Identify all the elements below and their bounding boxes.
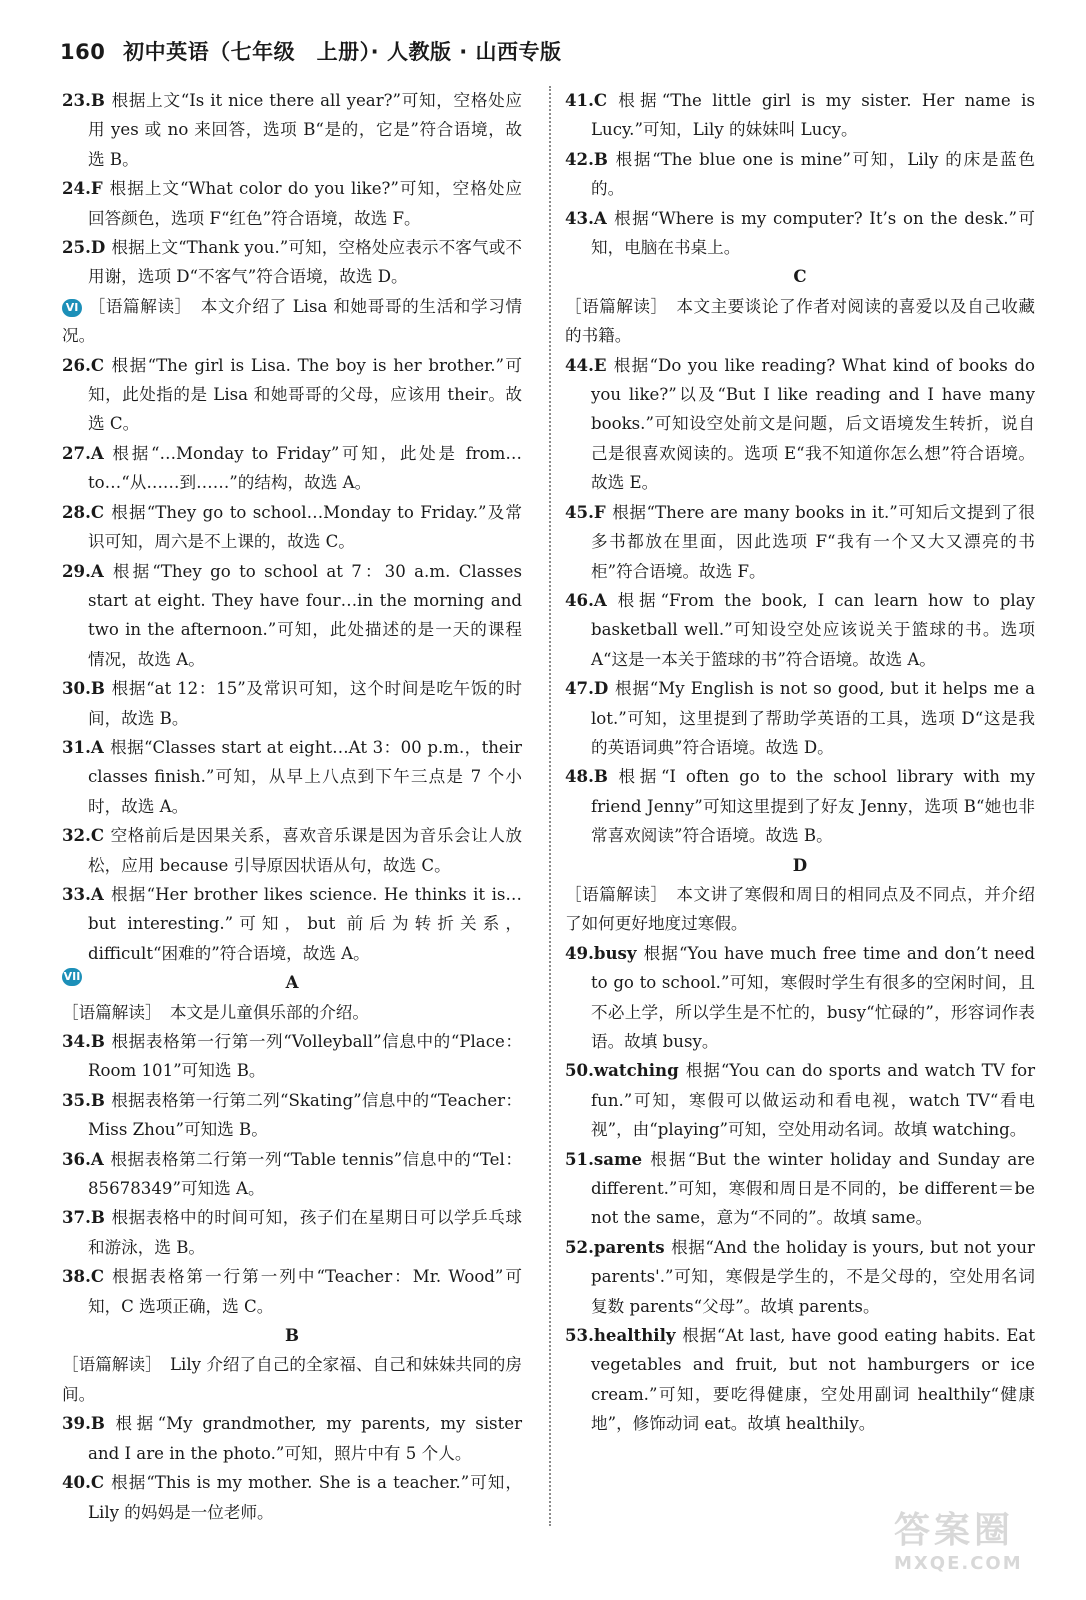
- answer-number: 29.A: [62, 560, 104, 581]
- answer-item: [62, 86, 522, 174]
- answer-number: 49.busy: [565, 942, 637, 963]
- answer-explanation: 根据“My grandmother, my parents, my sister and I are in the photo.”可知，照片中有 5 个人。: [88, 1414, 522, 1463]
- answer-item: [62, 439, 522, 498]
- passage-analysis-text: ［语篇解读］ Lily 介绍了自己的全家福、自己和妹妹共同的房间。: [62, 1355, 522, 1404]
- section-letter-text: A: [285, 972, 299, 993]
- answer-item: [62, 1262, 522, 1321]
- answer-explanation: 根据“There are many books in it.”可知后文提到了很多书都放在里面，因此选项 F“我有一个又大又漂亮的书柜”符合语境。故选 F。: [591, 502, 1035, 581]
- answer-item: [62, 351, 522, 439]
- answer-number: 48.B: [565, 766, 608, 787]
- answer-explanation: 根据“The blue one is mine”可知，Lily 的床是蓝色的。: [591, 149, 1035, 199]
- answer-number: 45.F: [565, 501, 606, 522]
- answer-item: [62, 1145, 522, 1204]
- answer-number: 36.A: [62, 1148, 104, 1169]
- passage-analysis: [62, 998, 522, 1027]
- answer-explanation: 根据表格中的时间可知，孩子们在星期日可以学乒乓球和游泳，选 B。: [88, 1208, 522, 1257]
- answer-item: [62, 498, 522, 557]
- answer-number: 34.B: [62, 1031, 105, 1051]
- answer-item: [62, 733, 522, 821]
- answer-explanation: 根据“They go to school…Monday to Friday.”及常识可知，周六是不上课的，故选 C。: [88, 502, 522, 552]
- section-badge: VI: [62, 299, 82, 317]
- answer-explanation: 根据“And the holiday is yours, but not your parents'.”可知，寒假是学生的，不是父母的，空处用名词复数 parents“父母”。故填 parents。: [591, 1237, 1035, 1316]
- answer-item: [62, 557, 522, 675]
- answer-number: 47.D: [565, 678, 609, 699]
- answer-number: 28.C: [62, 501, 105, 522]
- answer-number: 31.A: [62, 736, 104, 757]
- passage-analysis: [565, 880, 1035, 939]
- answer-number: 24.F: [62, 178, 103, 199]
- answer-number: 39.B: [62, 1413, 105, 1434]
- answer-item: [62, 174, 522, 233]
- answer-item: [62, 880, 522, 968]
- answer-item: [62, 1409, 522, 1468]
- answer-explanation: 根据上文“Thank you.”可知，空格处应表示不客气或不用谢，选项 D“不客气”符合语境，故选 D。: [88, 238, 522, 287]
- answer-item: [565, 204, 1035, 263]
- answer-number: 26.C: [62, 354, 105, 375]
- answer-number: 42.B: [565, 148, 608, 169]
- answer-item: [565, 1321, 1035, 1439]
- right-column: [565, 86, 1035, 1439]
- answer-explanation: 根据表格第一行第一列“Volleyball”信息中的“Place：Room 101”可知选 B。: [88, 1032, 522, 1081]
- answer-explanation: 根据“This is my mother. She is a teacher.”可知，Lily 的妈妈是一位老师。: [88, 1473, 522, 1522]
- answer-explanation: 根据“The little girl is my sister. Her name is Lucy.”可知，Lily 的妹妹叫 Lucy。: [591, 91, 1035, 140]
- answer-explanation: 根据“…Monday to Friday”可知，此处是 from…to…“从……到……”的结构，故选 A。: [88, 443, 522, 493]
- answer-number: 35.B: [62, 1089, 105, 1110]
- answer-number: 30.B: [62, 678, 105, 699]
- section-letter-text: B: [284, 1325, 300, 1346]
- answer-item: [62, 1027, 522, 1086]
- answer-number: 43.A: [565, 207, 607, 228]
- answer-item: [62, 1468, 522, 1527]
- answer-explanation: 根据“From the book, I can learn how to play basketball well.”可知设空处应该说关于篮球的书。选项 A“这是一本关于篮球的书”符合语境。故选 A。: [591, 590, 1035, 669]
- column-divider: [549, 86, 551, 1526]
- answer-number: 44.E: [565, 354, 607, 375]
- answer-explanation: 根据“At last, have good eating habits. Eat vegetables and fruit, but not hamburgers or ice cream.”可知，要吃得健康，空处用副词 healthily“健康地”，修饰动词 eat。故填 healthily。: [591, 1326, 1035, 1434]
- answer-explanation: 根据“You have much free time and don’t need to go to school.”可知，寒假时学生有很多的空闲时间，且不必上学，所以学生是不忙的，busy“忙碌的”，形容词作表语。故填 busy。: [591, 943, 1035, 1051]
- passage-analysis-text: ［语篇解读］ 本文介绍了 Lisa 和她哥哥的生活和学习情况。: [62, 296, 522, 346]
- page-number: 160: [60, 40, 106, 64]
- answer-number: 32.C: [62, 825, 105, 846]
- page-header: [60, 36, 562, 70]
- answer-explanation: 根据表格第一行第一列中“Teacher：Mr. Wood”可知，C 选项正确，选 C。: [88, 1267, 522, 1316]
- answer-item: [62, 1203, 522, 1262]
- watermark-bottom-text: MXQE.COM: [894, 1553, 1023, 1574]
- answer-item: [565, 1233, 1035, 1321]
- answer-number: 38.C: [62, 1266, 105, 1287]
- answer-explanation: 根据上文“Is it nice there all year?”可知，空格处应用 yes 或 no 来回答，选项 B“是的，它是”符合语境，故选 B。: [88, 91, 522, 169]
- answer-explanation: 根据“But the winter holiday and Sunday are different.”可知，寒假和周日是不同的，be different＝be not the same，意为“不同的”。故填 same。: [591, 1149, 1035, 1228]
- answer-explanation: 根据“Where is my computer? It’s on the desk.”可知，电脑在书桌上。: [591, 208, 1035, 258]
- answer-item: [565, 1056, 1035, 1144]
- answer-number: 50.watching: [565, 1060, 679, 1081]
- book-title: 初中英语（七年级 上册）· 人教版 · 山西专版: [123, 40, 562, 64]
- passage-analysis: [565, 292, 1035, 351]
- watermark-logo: [894, 1502, 1064, 1582]
- answer-explanation: 根据表格第一行第二列“Skating”信息中的“Teacher：Miss Zhou”可知选 B。: [88, 1090, 522, 1140]
- answer-explanation: 根据表格第二行第一列“Table tennis”信息中的“Tel：85678349”可知选 A。: [88, 1149, 522, 1199]
- answer-number: 52.parents: [565, 1236, 665, 1257]
- left-column: [62, 86, 522, 1527]
- passage-analysis-text: ［语篇解读］ 本文是儿童俱乐部的介绍。: [62, 1002, 369, 1022]
- answer-item: [565, 674, 1035, 762]
- passage-analysis-text: ［语篇解读］ 本文讲了寒假和周日的相同点及不同点，并介绍了如何更好地度过寒假。: [565, 884, 1035, 934]
- section-letter: [62, 968, 522, 997]
- answer-explanation: 根据“The girl is Lisa. The boy is her brother.”可知，此处指的是 Lisa 和她哥哥的父母，应该用 their。故选 C。: [88, 355, 522, 434]
- answer-item: [565, 586, 1035, 674]
- answer-explanation: 根据“They go to school at 7：30 a.m. Classes start at eight. They have four…in the morning and two in the afternoon.”可知，此处描述的是一天的课程情况，故选 A。: [88, 561, 522, 669]
- answer-explanation: 根据“at 12：15”及常识可知，这个时间是吃午饭的时间，故选 B。: [88, 679, 522, 728]
- answer-number: 46.A: [565, 589, 607, 610]
- section-letter-text: D: [792, 854, 808, 875]
- answer-explanation: 空格前后是因果关系，喜欢音乐课是因为音乐会让人放松，应用 because 引导原因状语从句，故选 C。: [88, 826, 522, 875]
- answer-number: 41.C: [565, 90, 608, 110]
- answer-item: [62, 821, 522, 880]
- section-letter: [62, 1321, 522, 1350]
- answer-item: [565, 86, 1035, 145]
- answer-explanation: 根据上文“What color do you like?”可知，空格处应回答颜色，选项 F“红色”符合语境，故选 F。: [88, 179, 522, 228]
- answer-number: 23.B: [62, 90, 105, 110]
- answer-explanation: 根据“Her brother likes science. He thinks it is…but interesting.”可知，but 前后为转折关系，difficult“困难的”符合语境，故选 A。: [88, 884, 522, 963]
- answer-explanation: 根据“Classes start at eight…At 3：00 p.m.，their classes finish.”可知，从早上八点到下午三点是 7 个小时，故选 A。: [88, 737, 522, 816]
- section-letter: [565, 262, 1035, 291]
- passage-analysis: [62, 292, 522, 351]
- answer-number: 53.healthily: [565, 1325, 676, 1346]
- answer-item: [565, 1145, 1035, 1233]
- passage-analysis: [62, 1350, 522, 1409]
- watermark-top-text: 答案圈: [894, 1510, 1015, 1551]
- answer-item: [62, 233, 522, 292]
- answer-item: [565, 498, 1035, 586]
- answer-item: [565, 351, 1035, 498]
- answer-number: 40.C: [62, 1472, 105, 1493]
- answer-number: 25.D: [62, 237, 106, 258]
- section-letter-text: C: [793, 266, 807, 287]
- answer-explanation: 根据“You can do sports and watch TV for fun.”可知，寒假可以做运动和看电视，watch TV“看电视”，由“playing”可知，空处用动名词。故填 watching。: [591, 1061, 1035, 1140]
- section-badge: VII: [62, 968, 82, 986]
- answer-number: 33.A: [62, 883, 104, 904]
- answer-number: 51.same: [565, 1148, 643, 1169]
- answer-explanation: 根据“Do you like reading? What kind of books do you like?”以及“But I like reading and I have many books.”可知设空处前文是问题，后文语境发生转折，说自己是很喜欢阅读的。选项 E“我不知道你怎么想”符合语境。故选 E。: [591, 355, 1035, 493]
- section-letter: [565, 851, 1035, 880]
- answer-item: [62, 674, 522, 733]
- answer-explanation: 根据“I often go to the school library with my friend Jenny”可知这里提到了好友 Jenny，选项 B“她也非常喜欢阅读”符合语境。故选 B。: [591, 767, 1035, 846]
- answer-explanation: 根据“My English is not so good, but it helps me a lot.”可知，这里提到了帮助学英语的工具，选项 D“这是我的英语词典”符合语境。故选 D。: [591, 679, 1035, 757]
- answer-number: 27.A: [62, 442, 104, 463]
- answer-item: [565, 145, 1035, 204]
- answer-item: [62, 1086, 522, 1145]
- passage-analysis-text: ［语篇解读］ 本文主要谈论了作者对阅读的喜爱以及自己收藏的书籍。: [565, 296, 1035, 346]
- answer-item: [565, 762, 1035, 850]
- answer-number: 37.B: [62, 1207, 105, 1228]
- answer-item: [565, 939, 1035, 1057]
